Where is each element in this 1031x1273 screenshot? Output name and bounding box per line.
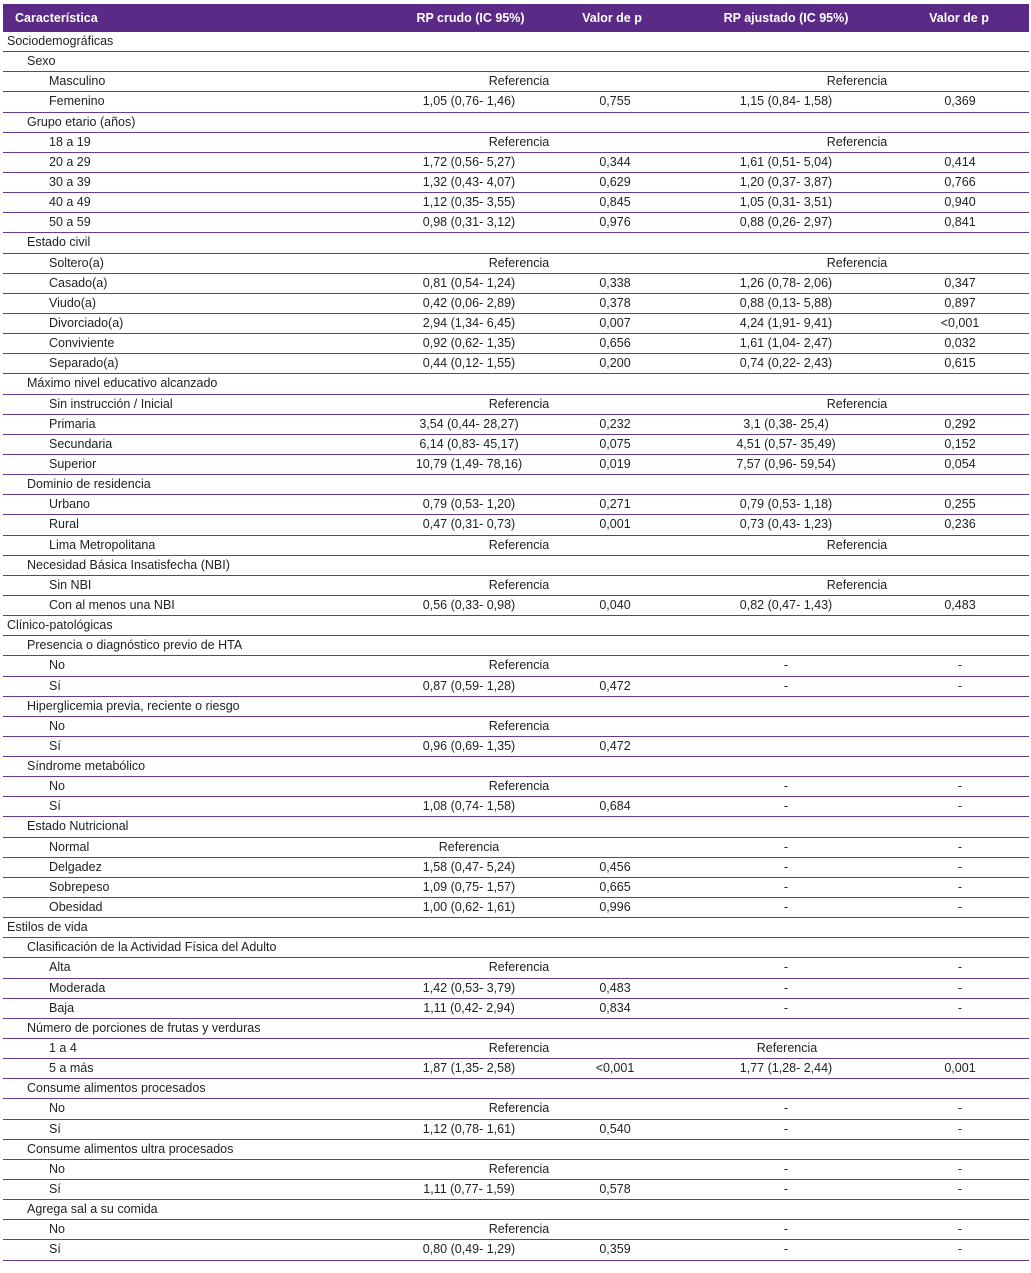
cell-pcrude: 0,359 — [599, 1242, 631, 1257]
table-row — [3, 374, 1029, 394]
cell-padj: 0,414 — [944, 154, 976, 169]
row-label: Viudo(a) — [49, 295, 97, 310]
row-label: Consume alimentos ultra procesados — [27, 1141, 234, 1156]
cell-padj: 0,897 — [944, 295, 976, 310]
cell-ref2: Referencia — [826, 74, 888, 89]
table-row — [3, 52, 1029, 72]
cell-padj: - — [957, 1242, 963, 1257]
cell-crude: 0,56 (0,33- 0,98) — [422, 597, 516, 612]
table-row — [3, 435, 1029, 455]
cell-pcrude: 0,483 — [599, 980, 631, 995]
cell-ref2: Referencia — [826, 537, 888, 552]
header-characteristic: Característica — [15, 11, 98, 25]
cell-ref1: Referencia — [488, 396, 550, 411]
table-row — [3, 1220, 1029, 1240]
row-label: 18 a 19 — [49, 134, 91, 149]
row-label: Alta — [49, 960, 71, 975]
row-label: Estado Nutricional — [27, 819, 129, 834]
cell-crude: 1,12 (0,78- 1,61) — [422, 1121, 516, 1136]
cell-padj: 0,255 — [944, 497, 976, 512]
cell-pcrude: 0,755 — [599, 94, 631, 109]
cell-crude: 0,87 (0,59- 1,28) — [422, 678, 516, 693]
table-row — [3, 32, 1029, 52]
cell-padj: - — [957, 839, 963, 854]
row-label: Casado(a) — [49, 275, 108, 290]
table-row — [3, 1200, 1029, 1220]
cell-crude: 1,87 (1,35- 2,58) — [422, 1061, 516, 1076]
row-label: 40 a 49 — [49, 195, 91, 210]
table-row — [3, 254, 1029, 274]
header-crude-p: Valor de p — [582, 11, 642, 25]
cell-padj: 0,483 — [944, 597, 976, 612]
table-row — [3, 838, 1029, 858]
cell-ref1: Referencia — [488, 718, 550, 733]
table-row — [3, 938, 1029, 958]
cell-adj: 0,74 (0,22- 2,43) — [739, 356, 833, 371]
cell-padj: - — [957, 900, 963, 915]
cell-crude: 10,79 (1,49- 78,16) — [415, 456, 523, 471]
cell-pcrude: 0,845 — [599, 195, 631, 210]
row-label: No — [49, 718, 65, 733]
table-row — [3, 133, 1029, 153]
cell-ref2: Referencia — [826, 577, 888, 592]
table-row — [3, 153, 1029, 173]
cell-ref2: Referencia — [826, 134, 888, 149]
cell-ref1: Referencia — [488, 134, 550, 149]
cell-adj: - — [783, 678, 789, 693]
row-label: Normal — [49, 839, 90, 854]
table-row — [3, 415, 1029, 435]
cell-pcrude: 0,001 — [599, 517, 631, 532]
table-row — [3, 636, 1029, 656]
table-row — [3, 213, 1029, 233]
row-label: No — [49, 658, 65, 673]
cell-adj: 1,20 (0,37- 3,87) — [739, 174, 833, 189]
table-row — [3, 898, 1029, 918]
cell-pcrude: <0,001 — [595, 1061, 635, 1076]
table-row — [3, 918, 1029, 938]
cell-pcrude: 0,629 — [599, 174, 631, 189]
cell-adj: - — [783, 1222, 789, 1237]
row-label: Soltero(a) — [49, 255, 104, 270]
cell-adj: - — [783, 1121, 789, 1136]
cell-crude: 1,08 (0,74- 1,58) — [422, 799, 516, 814]
table-row — [3, 173, 1029, 193]
cell-adj: - — [783, 879, 789, 894]
cell-crude: 1,00 (0,62- 1,61) — [422, 900, 516, 915]
cell-adj: - — [783, 900, 789, 915]
table-row — [3, 777, 1029, 797]
row-label: Obesidad — [49, 900, 103, 915]
row-label: Separado(a) — [49, 356, 119, 371]
cell-padj: - — [957, 1222, 963, 1237]
row-label: 30 a 39 — [49, 174, 91, 189]
cell-crude: 1,09 (0,75- 1,57) — [422, 879, 516, 894]
table-row — [3, 858, 1029, 878]
cell-crude: 2,94 (1,34- 6,45) — [422, 315, 516, 330]
cell-padj: - — [957, 658, 963, 673]
row-label: Máximo nivel educativo alcanzado — [27, 376, 218, 391]
cell-padj: - — [957, 779, 963, 794]
table-row — [3, 656, 1029, 676]
table-row — [3, 979, 1029, 999]
row-label: Con al menos una NBI — [49, 597, 175, 612]
cell-crude: 0,80 (0,49- 1,29) — [422, 1242, 516, 1257]
table-row — [3, 72, 1029, 92]
row-label: Sí — [49, 1242, 61, 1257]
row-label: 50 a 59 — [49, 215, 91, 230]
cell-padj: - — [957, 1121, 963, 1136]
table-row — [3, 576, 1029, 596]
cell-ref1: Referencia — [488, 1222, 550, 1237]
row-label: No — [49, 1101, 65, 1116]
cell-padj: - — [957, 678, 963, 693]
cell-padj: - — [957, 1101, 963, 1116]
cell-crude: 0,81 (0,54- 1,24) — [422, 275, 516, 290]
row-label: Conviviente — [49, 336, 115, 351]
row-label: No — [49, 779, 65, 794]
row-label: Clínico-patológicas — [7, 618, 113, 633]
cell-adj: 4,24 (1,91- 9,41) — [739, 315, 833, 330]
cell-pcrude: 0,200 — [599, 356, 631, 371]
cell-crude: 0,92 (0,62- 1,35) — [422, 336, 516, 351]
table-row — [3, 596, 1029, 616]
cell-pcrude: 0,472 — [599, 738, 631, 753]
cell-adj: 1,26 (0,78- 2,06) — [739, 275, 833, 290]
row-label: Sí — [49, 1121, 61, 1136]
row-label: Sobrepeso — [49, 879, 110, 894]
cell-refalt2: Referencia — [756, 1041, 818, 1056]
table-row — [3, 999, 1029, 1019]
cell-pcrude: 0,656 — [599, 336, 631, 351]
table-row — [3, 616, 1029, 636]
row-label: 5 a más — [49, 1061, 94, 1076]
cell-crude: 0,47 (0,31- 0,73) — [422, 517, 516, 532]
cell-adj: - — [783, 1242, 789, 1257]
cell-adj: 1,61 (1,04- 2,47) — [739, 336, 833, 351]
row-label: Número de porciones de frutas y verduras — [27, 1020, 261, 1035]
cell-crude: 1,11 (0,77- 1,59) — [423, 1182, 515, 1197]
cell-pcrude: 0,834 — [599, 1000, 631, 1015]
table-row — [3, 354, 1029, 374]
row-label: Divorciado(a) — [49, 315, 124, 330]
table-row — [3, 515, 1029, 535]
cell-pcrude: 0,338 — [599, 275, 631, 290]
cell-padj: 0,940 — [944, 195, 976, 210]
row-label: Síndrome metabólico — [27, 759, 146, 774]
cell-crude: 1,05 (0,76- 1,46) — [422, 94, 516, 109]
cell-adj: 1,15 (0,84- 1,58) — [739, 94, 833, 109]
row-label: Grupo etario (años) — [27, 114, 136, 129]
cell-ref2: Referencia — [826, 396, 888, 411]
table-row — [3, 817, 1029, 837]
cell-adj: - — [783, 1182, 789, 1197]
cell-adj: - — [783, 859, 789, 874]
cell-pcrude: 0,344 — [599, 154, 631, 169]
cell-padj: - — [957, 1000, 963, 1015]
table-body — [3, 32, 1029, 1261]
cell-padj: 0,236 — [944, 517, 976, 532]
table-row — [3, 455, 1029, 475]
cell-adj: - — [783, 839, 789, 854]
cell-adj: - — [783, 1161, 789, 1176]
cell-adj: 0,88 (0,13- 5,88) — [739, 295, 833, 310]
table-row — [3, 1240, 1029, 1260]
cell-crude: 1,12 (0,35- 3,55) — [422, 195, 516, 210]
cell-ref1: Referencia — [488, 1101, 550, 1116]
cell-pcrude: 0,578 — [599, 1182, 631, 1197]
cell-pcrude: 0,075 — [599, 436, 631, 451]
row-label: Clasificación de la Actividad Física del Adulto — [27, 940, 277, 955]
row-label: Secundaria — [49, 436, 113, 451]
cell-crude: 0,96 (0,69- 1,35) — [422, 738, 516, 753]
row-label: Necesidad Básica Insatisfecha (NBI) — [27, 557, 230, 572]
cell-padj: 0,292 — [944, 416, 976, 431]
cell-padj: - — [957, 1182, 963, 1197]
cell-padj: 0,766 — [944, 174, 976, 189]
table-row — [3, 717, 1029, 737]
cell-pcrude: 0,665 — [599, 879, 631, 894]
header-crude-rp: RP crudo (IC 95%) — [416, 11, 525, 25]
cell-adj: 1,61 (0,51- 5,04) — [739, 154, 833, 169]
cell-adj: 0,88 (0,26- 2,97) — [739, 215, 833, 230]
cell-pcrude: 0,232 — [599, 416, 631, 431]
cell-pcrude: 0,456 — [599, 859, 631, 874]
cell-adj: 1,77 (1,28- 2,44) — [739, 1061, 833, 1076]
cell-adj: 0,79 (0,53- 1,18) — [739, 497, 833, 512]
cell-ref1: Referencia — [488, 779, 550, 794]
cell-adj: - — [783, 799, 789, 814]
cell-ref1: Referencia — [488, 74, 550, 89]
table-row — [3, 1160, 1029, 1180]
cell-padj: 0,369 — [944, 94, 976, 109]
table-row — [3, 1099, 1029, 1119]
row-label: 20 a 29 — [49, 154, 91, 169]
row-label: Moderada — [49, 980, 106, 995]
row-label: Consume alimentos procesados — [27, 1081, 206, 1096]
cell-adj: - — [783, 1000, 789, 1015]
row-label: Sin instrucción / Inicial — [49, 396, 173, 411]
table-row — [3, 556, 1029, 576]
table-row — [3, 495, 1029, 515]
cell-ref2: Referencia — [826, 255, 888, 270]
row-label: Rural — [49, 517, 79, 532]
cell-padj: <0,001 — [940, 315, 980, 330]
cell-pcrude: 0,976 — [599, 215, 631, 230]
cell-adj: 0,73 (0,43- 1,23) — [739, 517, 833, 532]
cell-ref1: Referencia — [488, 255, 550, 270]
cell-crude: 0,44 (0,12- 1,55) — [422, 356, 516, 371]
cell-padj: - — [957, 980, 963, 995]
cell-padj: - — [957, 1161, 963, 1176]
table-row — [3, 958, 1029, 978]
row-label: Dominio de residencia — [27, 477, 151, 492]
table-row — [3, 878, 1029, 898]
cell-adj: - — [783, 1101, 789, 1116]
table-row — [3, 314, 1029, 334]
row-label: Sí — [49, 678, 61, 693]
table-row — [3, 475, 1029, 495]
table-row — [3, 1019, 1029, 1039]
cell-padj: - — [957, 859, 963, 874]
cell-crude: 0,98 (0,31- 3,12) — [422, 215, 516, 230]
cell-adj: 1,05 (0,31- 3,51) — [739, 195, 833, 210]
cell-padj: 0,054 — [944, 456, 976, 471]
table-row — [3, 193, 1029, 213]
table-header — [3, 4, 1029, 32]
cell-pcrude: 0,684 — [599, 799, 631, 814]
table-row — [3, 1140, 1029, 1160]
cell-ref1: Referencia — [488, 1161, 550, 1176]
table-row — [3, 757, 1029, 777]
table-row — [3, 395, 1029, 415]
cell-padj: 0,841 — [944, 215, 976, 230]
row-label: Sexo — [27, 54, 56, 69]
table-row — [3, 1120, 1029, 1140]
cell-adj: - — [783, 658, 789, 673]
cell-pcrude: 0,540 — [599, 1121, 631, 1136]
cell-crude: 6,14 (0,83- 45,17) — [419, 436, 519, 451]
table-row — [3, 294, 1029, 314]
header-adjusted-rp: RP ajustado (IC 95%) — [723, 11, 849, 25]
cell-adj: 3,1 (0,38- 25,4) — [743, 416, 829, 431]
cell-crude: 3,54 (0,44- 28,27) — [419, 416, 519, 431]
table-row — [3, 274, 1029, 294]
row-label: Sí — [49, 799, 61, 814]
cell-adj: 7,57 (0,96- 59,54) — [736, 456, 836, 471]
table-row — [3, 697, 1029, 717]
cell-ref1: Referencia — [488, 1041, 550, 1056]
cell-adj: - — [783, 960, 789, 975]
row-label: Sí — [49, 1182, 61, 1197]
header-adjusted-p: Valor de p — [929, 11, 989, 25]
table-row — [3, 334, 1029, 354]
row-label: Sin NBI — [49, 577, 92, 592]
row-label: Hiperglicemia previa, reciente o riesgo — [27, 698, 240, 713]
table-row — [3, 737, 1029, 757]
cell-pcrude: 0,019 — [599, 456, 631, 471]
row-label: Estilos de vida — [7, 920, 88, 935]
cell-crude: 1,42 (0,53- 3,79) — [422, 980, 516, 995]
cell-ref1: Referencia — [488, 577, 550, 592]
row-label: Sí — [49, 738, 61, 753]
table-row — [3, 1180, 1029, 1200]
cell-ref1: Referencia — [488, 537, 550, 552]
cell-ref1: Referencia — [488, 658, 550, 673]
cell-padj: 0,347 — [944, 275, 976, 290]
row-label: Urbano — [49, 497, 90, 512]
cell-padj: - — [957, 879, 963, 894]
cell-ref1: Referencia — [488, 960, 550, 975]
row-label: Femenino — [49, 94, 105, 109]
cell-adj: - — [783, 779, 789, 794]
cell-padj: - — [957, 960, 963, 975]
row-label: No — [49, 1222, 65, 1237]
table-row — [3, 113, 1029, 133]
table-row — [3, 1059, 1029, 1079]
row-label: Agrega sal a su comida — [27, 1202, 158, 1217]
table-row — [3, 797, 1029, 817]
cell-pcrude: 0,271 — [599, 497, 631, 512]
cell-pcrude: 0,996 — [599, 900, 631, 915]
cell-crude: 0,42 (0,06- 2,89) — [422, 295, 516, 310]
results-table — [3, 4, 1029, 1261]
cell-padj: 0,001 — [944, 1061, 976, 1076]
cell-adj: 4,51 (0,57- 35,49) — [736, 436, 836, 451]
row-label: Delgadez — [49, 859, 102, 874]
cell-crude: 1,72 (0,56- 5,27) — [422, 154, 516, 169]
table-row — [3, 92, 1029, 112]
cell-padj: 0,615 — [944, 356, 976, 371]
cell-crude: 0,79 (0,53- 1,20) — [422, 497, 516, 512]
cell-adj: 0,82 (0,47- 1,43) — [739, 597, 833, 612]
table-row — [3, 1079, 1029, 1099]
row-label: Estado civil — [27, 235, 91, 250]
table-row — [3, 233, 1029, 253]
cell-crude: 1,58 (0,47- 5,24) — [422, 859, 516, 874]
row-label: Masculino — [49, 74, 106, 89]
cell-pcrude: 0,007 — [599, 315, 631, 330]
cell-padj: 0,152 — [944, 436, 976, 451]
row-label: Baja — [49, 1000, 75, 1015]
row-label: Lima Metropolitana — [49, 537, 156, 552]
row-label: Sociodemográficas — [7, 34, 114, 48]
cell-adj: - — [783, 980, 789, 995]
table-row — [3, 1039, 1029, 1059]
table-row — [3, 677, 1029, 697]
cell-crude: 1,11 (0,42- 2,94) — [423, 1000, 515, 1015]
cell-padj: - — [957, 799, 963, 814]
row-label: 1 a 4 — [49, 1041, 77, 1056]
cell-pcrude: 0,378 — [599, 295, 631, 310]
row-label: Presencia o diagnóstico previo de HTA — [27, 638, 243, 653]
row-label: Superior — [49, 456, 97, 471]
cell-refalt: Referencia — [438, 839, 500, 854]
cell-padj: 0,032 — [944, 336, 976, 351]
cell-crude: 1,32 (0,43- 4,07) — [422, 174, 516, 189]
row-label: No — [49, 1161, 65, 1176]
table-row — [3, 536, 1029, 556]
cell-pcrude: 0,472 — [599, 678, 631, 693]
cell-pcrude: 0,040 — [599, 597, 631, 612]
row-label: Primaria — [49, 416, 96, 431]
